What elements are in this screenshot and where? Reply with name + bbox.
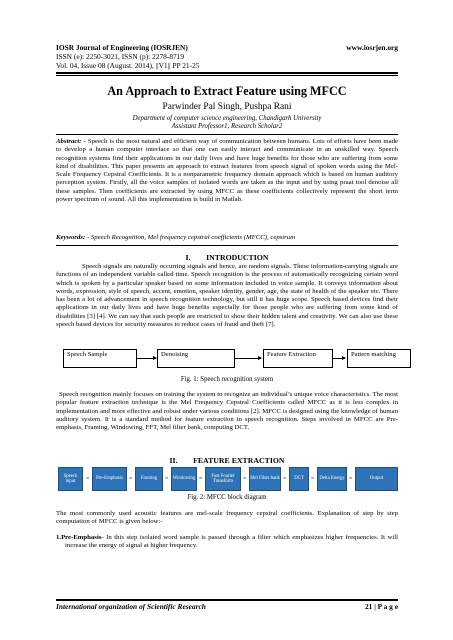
fig1-arrow-3 — [333, 358, 345, 359]
keywords — [56, 234, 398, 242]
keywords-label: Keywords: — [56, 234, 86, 241]
pre-emphasis-text: In this step isolated word sample is passed through a filter which emphasizes higher frequencies. It will increase the energy of signal at higher frequency. — [65, 534, 398, 550]
fig2-arrow-7: = — [311, 476, 315, 482]
section-1-paragraph-2: Speech recognition mainly focuses on training the system to recognize an individual’s unique voice characteristics. The most popular feature extraction technique is the Mel Frequency Cepstral Coefficients called MFCC as it is less complex in implementation and more effective and robust under various conditions [2]. MFCC is designed using the knowledge of human auditory system. It is a standard method for feature extraction in speech recognition. Steps involved in MFCC are Pre-emphasis, Framing, Windowing, FFT, Mel filter bank, computing DCT. — [56, 391, 398, 431]
fig2-arrow-4: = — [199, 476, 203, 482]
section-2-number: II. — [169, 456, 178, 465]
fig2-arrow-2: = — [129, 476, 133, 482]
abstract-text: - Speech is the most natural and efficient way of communication between humans. Lots of efforts have been made to develop a human computer interface so that one can easily interact and communicate in an unskilled way. Speech recognition systems find their applications in our daily lives and have huge benefits for those who are suffering from some kind of disabilities. This paper presents an approach to extract features from speech signal of spoken words using the Mel-Scale Frequency Cepstral Coefficients. It is a nonparametric frequency domain approach which is based on human auditory perception system. Firstly, all the voice samples of isolated words are taken as the input and by using praat tool denoise all these samples. Then coefficients are extracted by using MFCC as these coefficients collectively represent the short term power spectrum of sound. All this implementation is build in Matlab. — [56, 138, 398, 203]
fig2-arrow-3: = — [165, 476, 169, 482]
section-1-number: I. — [185, 253, 191, 262]
header-rule-thin — [56, 75, 398, 76]
fig1-box-pattern-matching: Pattern matching — [347, 349, 411, 368]
pre-emphasis-label: 1.Pre-Emphasis- — [56, 534, 104, 541]
footer-organization: International organization of Scientific Research — [56, 602, 206, 611]
fig2-block-delta-energy: Delta Energy — [317, 467, 347, 491]
journal-header — [56, 43, 398, 71]
fig2-arrow-1: = — [86, 476, 90, 482]
section-2-heading — [56, 456, 398, 465]
abstract — [56, 138, 398, 204]
section-2-title: FEATURE EXTRACTION — [193, 456, 285, 465]
paper-authors: Parwinder Pal Singh, Pushpa Rani — [162, 102, 292, 112]
fig2-block-speech-input: Speech input — [58, 467, 83, 491]
fig1-arrow-1 — [137, 358, 156, 359]
section-2-paragraph-1: The most commonly used acoustic features are mel-scale frequency cepstral coefficients. Explanation of step by step computation of MFCC is given below:- — [56, 510, 398, 526]
keywords-bottom-rule — [56, 245, 398, 246]
fig2-arrow-8: = — [349, 476, 353, 482]
journal-volume: Vol. 04, Issue 08 (August. 2014), ||V1|| PP 21-25 — [56, 61, 200, 71]
section-1-title: INTRODUCTION — [206, 253, 269, 262]
journal-issn: ISSN (e): 2250-3021, ISSN (p): 2278-8719 — [56, 52, 185, 62]
section-1-paragraph-1: Speech signals are naturally occurring signals and hence, are random signals. These information-carrying signals are functions of an independent variable called time. Speech recognition is the process of automatically recognizing certain word which is spoken by a particular speaker based on some information included in voice sample. It conveys information about words, expression, style of speech, accent, emotion, speaker identity, gender, age, the state of health of the speaker etc. There has been a lot of advancement in speech recognition technology, but still it has huge scope. Speech based devices find their applications in our daily lives and have huge benefits especially for those people who are suffering from some kind of disabilities [3] [4]. We can say that such people are restricted to show their hidden talent and creativity. We can also use these speech based devices for security measures to reduce cases of fraud and theft [7]. — [56, 263, 398, 328]
page-footer — [56, 602, 398, 611]
fig1-caption: Fig. 1: Speech recognition system — [180, 376, 274, 383]
affiliation-line-1: Department of computer science engineering, Chandigarh University — [132, 115, 322, 122]
journal-website[interactable]: www.iosrjen.org — [346, 43, 398, 52]
abstract-top-rule — [56, 134, 398, 135]
fig2-block-windowing: Windowing — [171, 467, 197, 491]
fig1-arrow-2 — [235, 358, 261, 359]
keywords-text: - Speech Recognition, Mel frequency cepstral coefficients (MFCC), cepstrum — [85, 234, 296, 241]
fig2-block-fft: Fast Fourier Transform — [205, 467, 241, 491]
pre-emphasis-item — [56, 534, 398, 551]
page-number: 21 | P a g e — [364, 602, 398, 611]
section-1-heading — [56, 253, 398, 262]
fig2-block-output: Output — [355, 467, 398, 491]
fig1-box-feature-extraction: Feature Extraction — [263, 349, 333, 368]
fig1-box-speech-sample: Speech Sample — [63, 349, 137, 368]
abstract-label: Abstract: — [56, 138, 82, 145]
fig2-arrow-6: = — [283, 476, 287, 482]
fig2-caption: Fig. 2: MFCC block diagram — [187, 494, 267, 501]
fig2-block-framing: Framing — [135, 467, 163, 491]
affiliation-line-2: Assistant Professor1, Research Scholar2 — [171, 123, 283, 131]
paper-title: An Approach to Extract Feature using MFCC — [107, 84, 347, 98]
fig2-block-mel-filter-bank: Mel Filter bank — [249, 467, 281, 491]
fig2-block-dct: DCT — [289, 467, 309, 491]
footer-rule — [56, 599, 398, 601]
header-rule — [56, 72, 398, 74]
fig1-box-denoising: Denoising — [157, 349, 235, 368]
fig2-block-pre-emphasis: Pre-Emphasis — [92, 467, 127, 491]
affiliation — [56, 115, 398, 132]
journal-name: IOSR Journal of Engineering (IOSRJEN) — [56, 43, 188, 52]
fig2-arrow-5: = — [243, 476, 247, 482]
